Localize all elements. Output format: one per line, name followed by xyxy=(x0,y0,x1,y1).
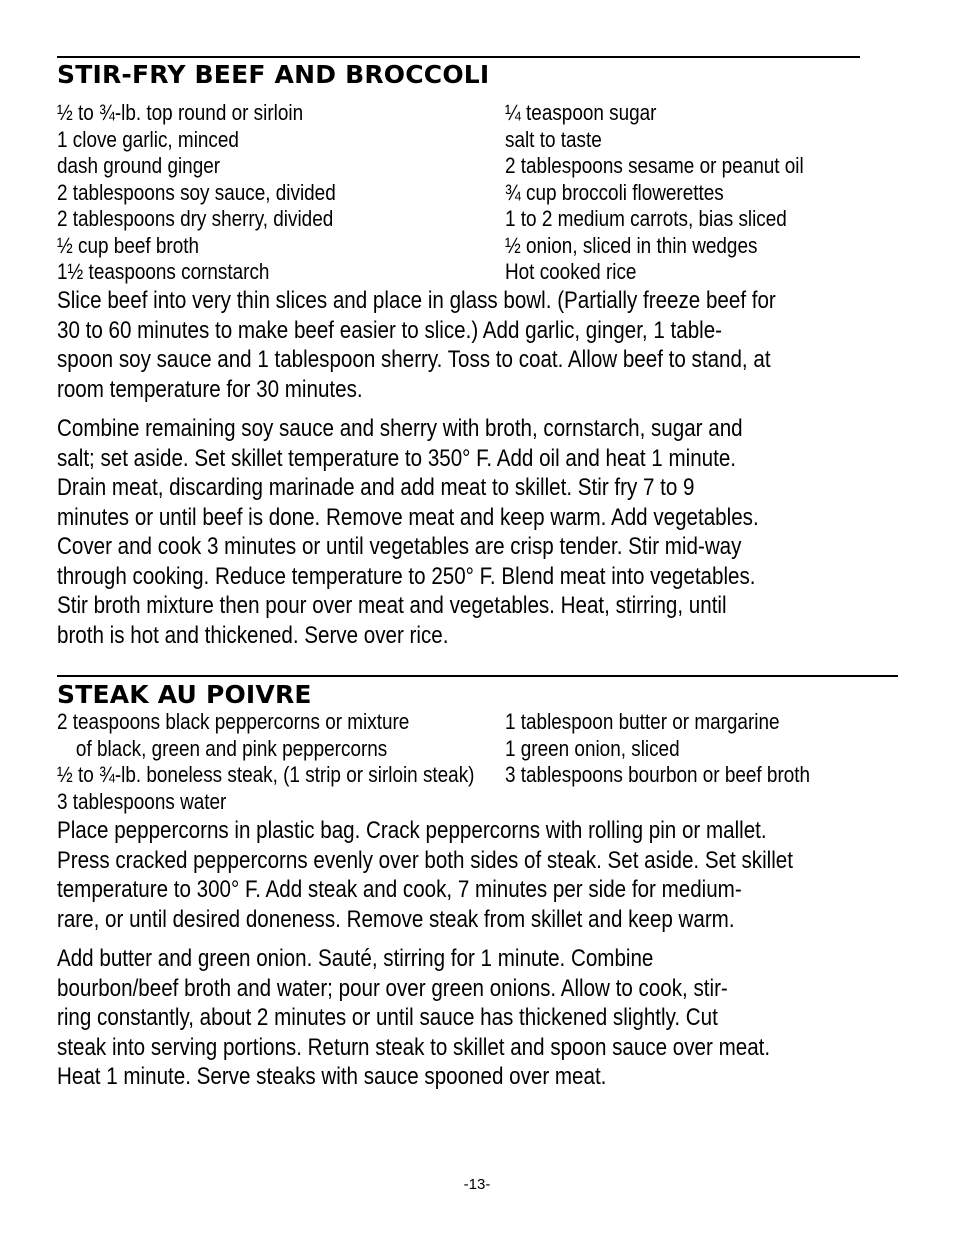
ingredient-item: 3 tablespoons bourbon or beef broth xyxy=(505,762,811,787)
ingredient-item: dash ground ginger xyxy=(57,153,221,178)
instruction-line: salt; set aside. Set skillet temperature to 350° F. Add oil and heat 1 minute. xyxy=(57,444,737,472)
instruction-line: Add butter and green onion. Sauté, stirring for 1 minute. Combine xyxy=(57,945,654,972)
ingredient-item: of black, green and pink peppercorns xyxy=(75,735,388,761)
section-divider-top xyxy=(57,56,860,58)
ingredient-item: ½ onion, sliced in thin wedges xyxy=(505,232,758,258)
ingredient-item: salt to taste xyxy=(505,126,602,152)
ingredient-item: 1 tablespoon butter or margarine xyxy=(505,709,780,734)
instruction-line: minutes or until beef is done. Remove meat and keep warm. Add vegetables. xyxy=(57,503,759,531)
instruction-line: ring constantly, about 2 minutes or until sauce has thickened slightly. Cut xyxy=(57,1004,718,1031)
instruction-line: through cooking. Reduce temperature to 250° F. Blend meat into vegetables. xyxy=(57,562,756,590)
instruction-line: Press cracked peppercorns evenly over both sides of steak. Set aside. Set skillet xyxy=(57,846,793,874)
ingredient-item: ¾ cup broccoli flowerettes xyxy=(505,179,724,205)
instruction-line: room temperature for 30 minutes. xyxy=(57,375,363,403)
ingredient-item: Hot cooked rice xyxy=(505,259,637,284)
instruction-line: Place peppercorns in plastic bag. Crack peppercorns with rolling pin or mallet. xyxy=(57,817,767,844)
instruction-line: 30 to 60 minutes to make beef easier to slice.) Add garlic, ginger, 1 table- xyxy=(57,316,723,344)
ingredient-item: 2 tablespoons soy sauce, divided xyxy=(57,179,336,205)
instructions-paragraph xyxy=(57,944,859,1092)
ingredients-right-steak xyxy=(505,709,810,789)
ingredient-item: 3 tablespoons water xyxy=(57,788,227,814)
instruction-line: bourbon/beef broth and water; pour over green onions. Allow to cook, stir- xyxy=(57,974,728,1002)
instruction-line: Slice beef into very thin slices and place in glass bowl. (Partially freeze beef for xyxy=(57,287,776,314)
instruction-line: Cover and cook 3 minutes or until vegetables are crisp tender. Stir mid-way xyxy=(57,533,742,560)
instruction-line: rare, or until desired doneness. Remove steak from skillet and keep warm. xyxy=(57,905,735,933)
ingredient-item: 1 clove garlic, minced xyxy=(57,126,239,152)
instruction-line: Stir broth mixture then pour over meat and vegetables. Heat, stirring, until xyxy=(57,592,727,619)
ingredient-item: 2 tablespoons sesame or peanut oil xyxy=(505,153,804,178)
ingredient-item: 2 tablespoons dry sherry, divided xyxy=(57,206,334,231)
instruction-line: temperature to 300° F. Add steak and cook, 7 minutes per side for medium- xyxy=(57,876,742,903)
ingredient-item: 2 teaspoons black peppercorns or mixture xyxy=(57,709,410,734)
instructions-paragraph xyxy=(57,286,859,404)
instruction-line: Combine remaining soy sauce and sherry with broth, cornstarch, sugar and xyxy=(57,415,743,442)
page-number: -13- xyxy=(463,1176,491,1193)
instruction-line: spoon soy sauce and 1 tablespoon sherry. Toss to coat. Allow beef to stand, at xyxy=(57,346,771,373)
ingredient-item: 1 green onion, sliced xyxy=(505,735,680,761)
ingredients-right-stir-fry xyxy=(505,100,804,286)
ingredient-item: 1 to 2 medium carrots, bias sliced xyxy=(505,206,787,231)
ingredient-item: ½ to ¾-lb. boneless steak, (1 strip or sirloin steak) xyxy=(57,762,475,787)
recipe-title-stir-fry: STIR-FRY BEEF AND BROCCOLI xyxy=(57,60,490,89)
ingredients-left-steak xyxy=(57,709,474,815)
recipe-title-steak-au-poivre: STEAK AU POIVRE xyxy=(57,680,312,709)
instructions-paragraph xyxy=(57,816,859,934)
instructions-paragraph xyxy=(57,414,859,650)
section-divider xyxy=(57,675,898,677)
ingredient-item: 1½ teaspoons cornstarch xyxy=(57,259,270,284)
ingredients-left-stir-fry xyxy=(57,100,336,286)
ingredient-item: ½ cup beef broth xyxy=(57,232,200,258)
ingredient-item: ½ to ¾-lb. top round or sirloin xyxy=(57,100,304,125)
instruction-line: Drain meat, discarding marinade and add meat to skillet. Stir fry 7 to 9 xyxy=(57,474,695,501)
instruction-line: Heat 1 minute. Serve steaks with sauce spooned over meat. xyxy=(57,1063,607,1090)
instruction-line: steak into serving portions. Return steak to skillet and spoon sauce over meat. xyxy=(57,1033,771,1061)
ingredient-item: ¼ teaspoon sugar xyxy=(505,100,657,125)
instruction-line: broth is hot and thickened. Serve over rice. xyxy=(57,621,449,649)
